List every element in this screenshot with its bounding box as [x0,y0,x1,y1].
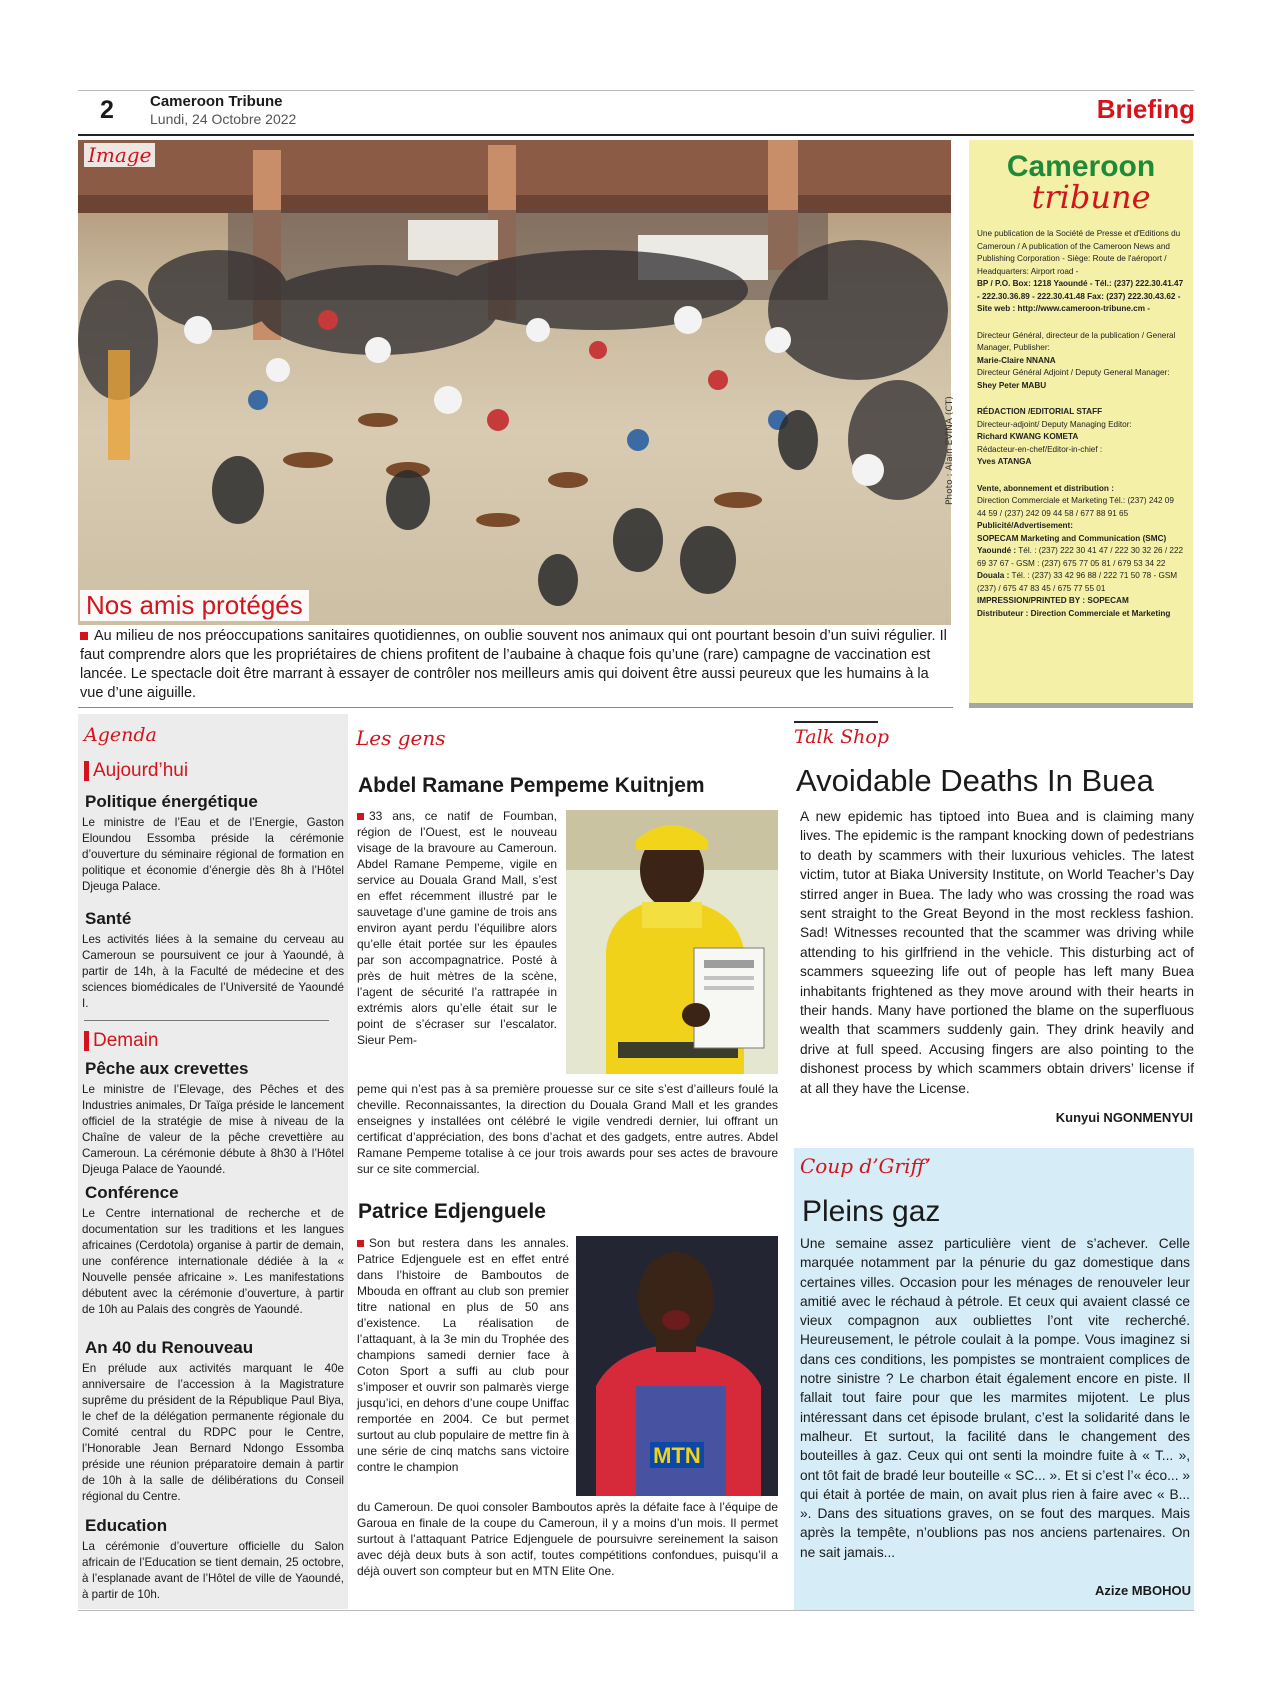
masthead-yaounde-text: Tél. : (237) 222 30 41 47 / 222 30 32 26 / 222 69 37 67 - GSM : (237) 675 77 05 81 / 679 53 34 22 [977,546,1184,568]
bullet-square-icon [80,632,88,640]
masthead-dir-adj-role: Directeur-adjoint/ Deputy Managing Editor: [977,419,1132,429]
agenda-item-text: Le Centre international de recherche et de documentation sur les traditions et les langues africaines (Cerdotola) organise à partir de demain, une conférence internationale dédiée à la « Nouvelle pensée africaine ». Les manifestations débutent avec la cérémonie d’ouverture, à partir de 10h au Palais des congrès de Yaoundé. [82,1207,344,1316]
talk-shop-author: Kunyui NGONMENYUI [1055,1110,1193,1125]
agenda-item-title: An 40 du Renouveau [85,1338,254,1357]
coup-griff-text: Une semaine assez particulière vient de s’achever. Celle marquée notamment par la pénurie du gaz domestique dans certaines villes. Occasion pour les ménages de renouveler leur amitié avec le réchaud à pétrole. Et ceux qui avaient classé ce vieux compagnon aux oubliettes l’ont vite recherché. Heureusement, le pétrole coulait à la pompe. Vous imaginez si dans ces conditions, les pompistes se montraient complices de notre sinistre ? Le charbon était également encore en piste. Il fallait tout faire pour que les marmites mijotent. Le plus intéressant dans cet épisode brulant, c’est la solidarité dans le malheur. Et surtout, la facilité dans le changement des bouteilles à gaz. Ceux qui ont senti la moindre fuite à « T... », ont tôt fait de bradé leur bouteille « SC... ». Et si c’est l’« éco... » qui était à portée de main, on avait plus rien à faire avec « B... ». Dans des situations graves, on se fout des marques. Mais après la tempête, n’oublions pas nos anciens partenaires. On ne sait jamais... [800,1236,1190,1560]
masthead-intro: Une publication de la Société de Presse et d'Editions du Cameroun / A publication of the Cameroon News and Publishing Corporation - Siège: Route de l'aéroport / Headquarters: Airport road - [977,229,1181,276]
caption-rule [78,707,953,708]
coup-griff-title: Pleins gaz [802,1195,941,1228]
agenda-label: Agenda [84,724,157,746]
page-bottom-rule [78,1610,1194,1611]
masthead-distributeur: Distributeur : Direction Commerciale et Marketing [977,608,1171,618]
agenda-item-text: En prélude aux activités marquant le 40e anniversaire de l’accession à la Magistrature suprême du président de la République Paul Biya, le chef de la délégation permanente régionale du Comité central du RDPC pour le Centre, l’Honorable Jean Bernard Ndongo Essomba préside une réunion préparatoire demain à partir de 10h à la salle de délibérations du Conseil régional du Centre. [82,1362,344,1503]
person2-text-side-content: Son but restera dans les annales. Patrice Edjenguele est en effet entré dans l’histoire de Bamboutos de Mbouda en offrant au club son premier titre national en plus de 50 ans d’existence. La réalisation de l’attaquant, à la 3e min du Trophée des champions samedi dernier face à Coton Sport a suffi au club pour s’imposer et ouvrir son palmarès vierge jusqu’ici, en dehors d’une coupe Uniffac remportée en 2004. Ce but permet surtout au club populaire de mettre fin à une série de cinq matchs sans victoire contre le champion [357,1236,569,1474]
masthead-pub-text: SOPECAM Marketing and Communication (SMC) [977,533,1167,543]
masthead-impression: IMPRESSION/PRINTED BY : SOPECAM [977,596,1129,605]
talk-shop-rule [794,721,878,723]
agenda-item-title: Santé [85,909,132,928]
masthead-box [969,140,1193,708]
talk-shop-title: Avoidable Deaths In Buea [796,763,1154,798]
agenda-item-text: Les activités liées à la semaine du cerveau au Cameroun se poursuivent ce jour à Yaoundé, à partir de 14h, à la Faculté de médecine et des sciences biomédicales de l’Université de Yaoundé I. [82,933,344,1010]
masthead-douala-label: Douala : [977,571,1010,580]
les-gens-label: Les gens [356,726,446,750]
agenda-tomorrow-heading: Demain [84,1031,158,1051]
person1-text-side [357,808,557,1048]
agenda-divider [84,1020,329,1021]
masthead-yaounde-label: Yaoundé : [977,546,1017,555]
masthead-pub-title: Publicité/Advertisement: [977,521,1073,530]
masthead-logo-line2: tribune [1031,178,1151,216]
masthead-dga-name: Shey Peter MABU [977,380,1047,390]
coup-griff-author: Azize MBOHOU [1094,1583,1191,1598]
coup-griff-label: Coup d’Griff’ [800,1154,932,1178]
agenda-item-title: Politique énergétique [85,792,258,811]
publication-date: Lundi, 24 Octobre 2022 [150,111,297,127]
photo-caption-text: Au milieu de nos préoccupations sanitaires quotidiennes, on oublie souvent nos animaux qui ont pourtant besoin d’un suivi régulier. Il faut comprendre alors que les propriétaires de chiens profitent de l’aubaine à chaque fois qu’une (rare) campagne de vaccination est lancée. Le spectacle doit être marrant à essayer de contrôler nos meilleurs amis qui doivent être aussi peureux que les humains à la vue d’une aiguille. [80,628,947,701]
masthead-redaction: RÉDACTION /EDITORIAL STAFF [977,407,1103,416]
talk-shop-text: A new epidemic has tiptoed into Buea and is claiming many lives. The epidemic is the rampant knocking down of pedestrians to death by scammers with their luxurious vehicles. The latest victim, tutor at Biaka University Institute, on World Teacher’s Day stirred anger in Buea. The lady who was crossing the road was sent straight to the Great Beyond in the most reckless fashion. Sad! Witnesses recounted that the scammer was driving while attending to his girlfriend in the vehicle. This disturbing act of scammers squeezing life out of people has left many Buea inhabitants frightened as they move around with their hearts in their hands. Many have portioned the blame on the superfluous wealth that scammers suddenly gain. They drink heavily and drive at full speed. Accusing fingers are also pointing to the dishonest process by which scammers obtain drivers’ license if at all they have the License. [800,809,1194,1096]
football-player-illustration [576,1236,778,1496]
agenda-item-text: Le ministre de l’Eau et de l’Energie, Gaston Eloundou Essomba préside la cérémonie d’ouverture du séminaire régional de formation en politique et économie d’énergie dès 8h à l’Hôtel Djeuga Palace. [82,816,344,893]
agenda-today-heading: Aujourd’hui [84,761,188,781]
agenda-item-title: Education [85,1516,168,1535]
masthead-dir-adj-name: Richard KWANG KOMETA [977,432,1079,441]
masthead-dga-role: Directeur Général Adjoint / Deputy General Manager: [977,368,1170,377]
bullet-square-icon [357,813,364,820]
bullet-square-icon [357,1240,364,1247]
masthead-dg-name: Marie-Claire NNANA [977,355,1056,365]
masthead-editor-name: Yves ATANGA [977,457,1032,466]
publication-name: Cameroon Tribune [150,93,283,110]
person2-text-side [357,1235,569,1475]
header-bottom-rule [78,134,1194,136]
talk-shop-label: Talk Shop [794,726,890,748]
masthead-douala-text: Tél. : (237) 33 42 96 88 / 222 71 50 78 - GSM (237) / 675 47 83 45 / 675 77 55 01 [977,571,1178,593]
photo-caption-title: Nos amis protégés [80,590,309,621]
header-top-rule [78,90,1194,91]
security-guard-illustration [566,810,778,1074]
agenda-item-title: Pêche aux crevettes [85,1059,249,1078]
person1-photo [566,810,778,1074]
section-title: Briefing [1096,94,1195,124]
agenda-item-title: Conférence [85,1183,179,1202]
masthead-logo-line1: Cameroon [1006,150,1156,183]
masthead-vente-title: Vente, abonnement et distribution : [977,483,1114,493]
photo-caption [80,627,950,703]
crowd-illustration [78,140,951,625]
masthead-editor-role: Rédacteur-en-chef/Editor-in-chief : [977,444,1103,454]
main-photo-vaccination-crowd [78,140,951,625]
masthead-dg-role: Directeur Général, directeur de la publication / General Manager, Publisher: [977,330,1176,352]
agenda-item-text: La cérémonie d’ouverture officielle du Salon africain de l’Education se tient demain, 25 octobre, à l’esplanade avant de l’Hôtel de ville de Yaoundé, à partir de 10h. [82,1540,344,1601]
photo-credit: Photo : Alain EVINA (CT) [945,396,955,505]
agenda-item-text: Le ministre de l’Elevage, des Pêches et des Industries animales, Dr Taïga préside le lancement officiel de la stratégie de mise à niveau de la Chaîne de valeur de la pêche crevettière au Cameroun. La cérémonie débute à 8h30 à l’Hôtel Djeuga Palace de Yaoundé. [82,1083,344,1176]
page-number: 2 [100,96,114,124]
jersey-sponsor-text: MTN [653,1443,701,1468]
masthead-contacts: BP / P.O. Box: 1218 Yaoundé - Tél.: (237) 222.30.41.47 - 222.30.36.89 - 222.30.41.48 Fax: (237) 222.30.43.62 - Site web : http://www.cameroon-tribune.cm - [977,279,1184,313]
person1-text-side-content: 33 ans, ce natif de Foumban, région de l’Ouest, est le nouveau visage de la bravoure au Cameroun. Abdel Ramane Pempeme, vigile en service au Douala Grand Mall, s’est en effet récemment illustré par le sauvetage d’une gamine de trois ans environ ayant perdu l’équilibre alors qu’elle était portée sur les épaules par son accompagnatrice. Posté à près de huit mètres de la scène, l’agent de sécurité l’a rattrapée in extrémis alors qu’elle était sur le point de s’écraser sur l’escalator. Sieur Pem- [357,809,557,1047]
person1-name: Abdel Ramane Pempeme Kuitnjem [358,774,705,797]
masthead-vente-text: Direction Commerciale et Marketing Tél.: (237) 242 09 44 59 / (237) 242 09 44 58 / 677 88 91 65 [977,496,1174,518]
person1-text-full: peme qui n’est pas à sa première prouesse sur ce site s’est d’ailleurs foulé la cheville. Reconnaissantes, la direction du Douala Grand Mall et les grandes enseignes y installées ont célébré le vigile vendredi dernier, lui offrant un certificat d’appréciation, des bons d’achat et des gadgets, entre autres. Abdel Ramane Pempeme totalise à ce jour trois awards pour ses actes de bravoure sur ce site commercial. [357,1082,778,1176]
image-section-label: Image [84,143,155,167]
person2-photo [576,1236,778,1496]
person2-text-full: du Cameroun. De quoi consoler Bamboutos après la défaite face à l’équipe de Garoua en finale de la coupe du Cameroun, il y a moins d’un mois. Il permet surtout à l’attaquant Patrice Edjenguele de poursuivre sereinement la saison avec déjà deux buts à son actif, toutes compétitions confondues, puisqu’il a déjà ouvert son compteur but en MTN Elite One. [357,1500,778,1578]
person2-name: Patrice Edjenguele [358,1200,546,1223]
